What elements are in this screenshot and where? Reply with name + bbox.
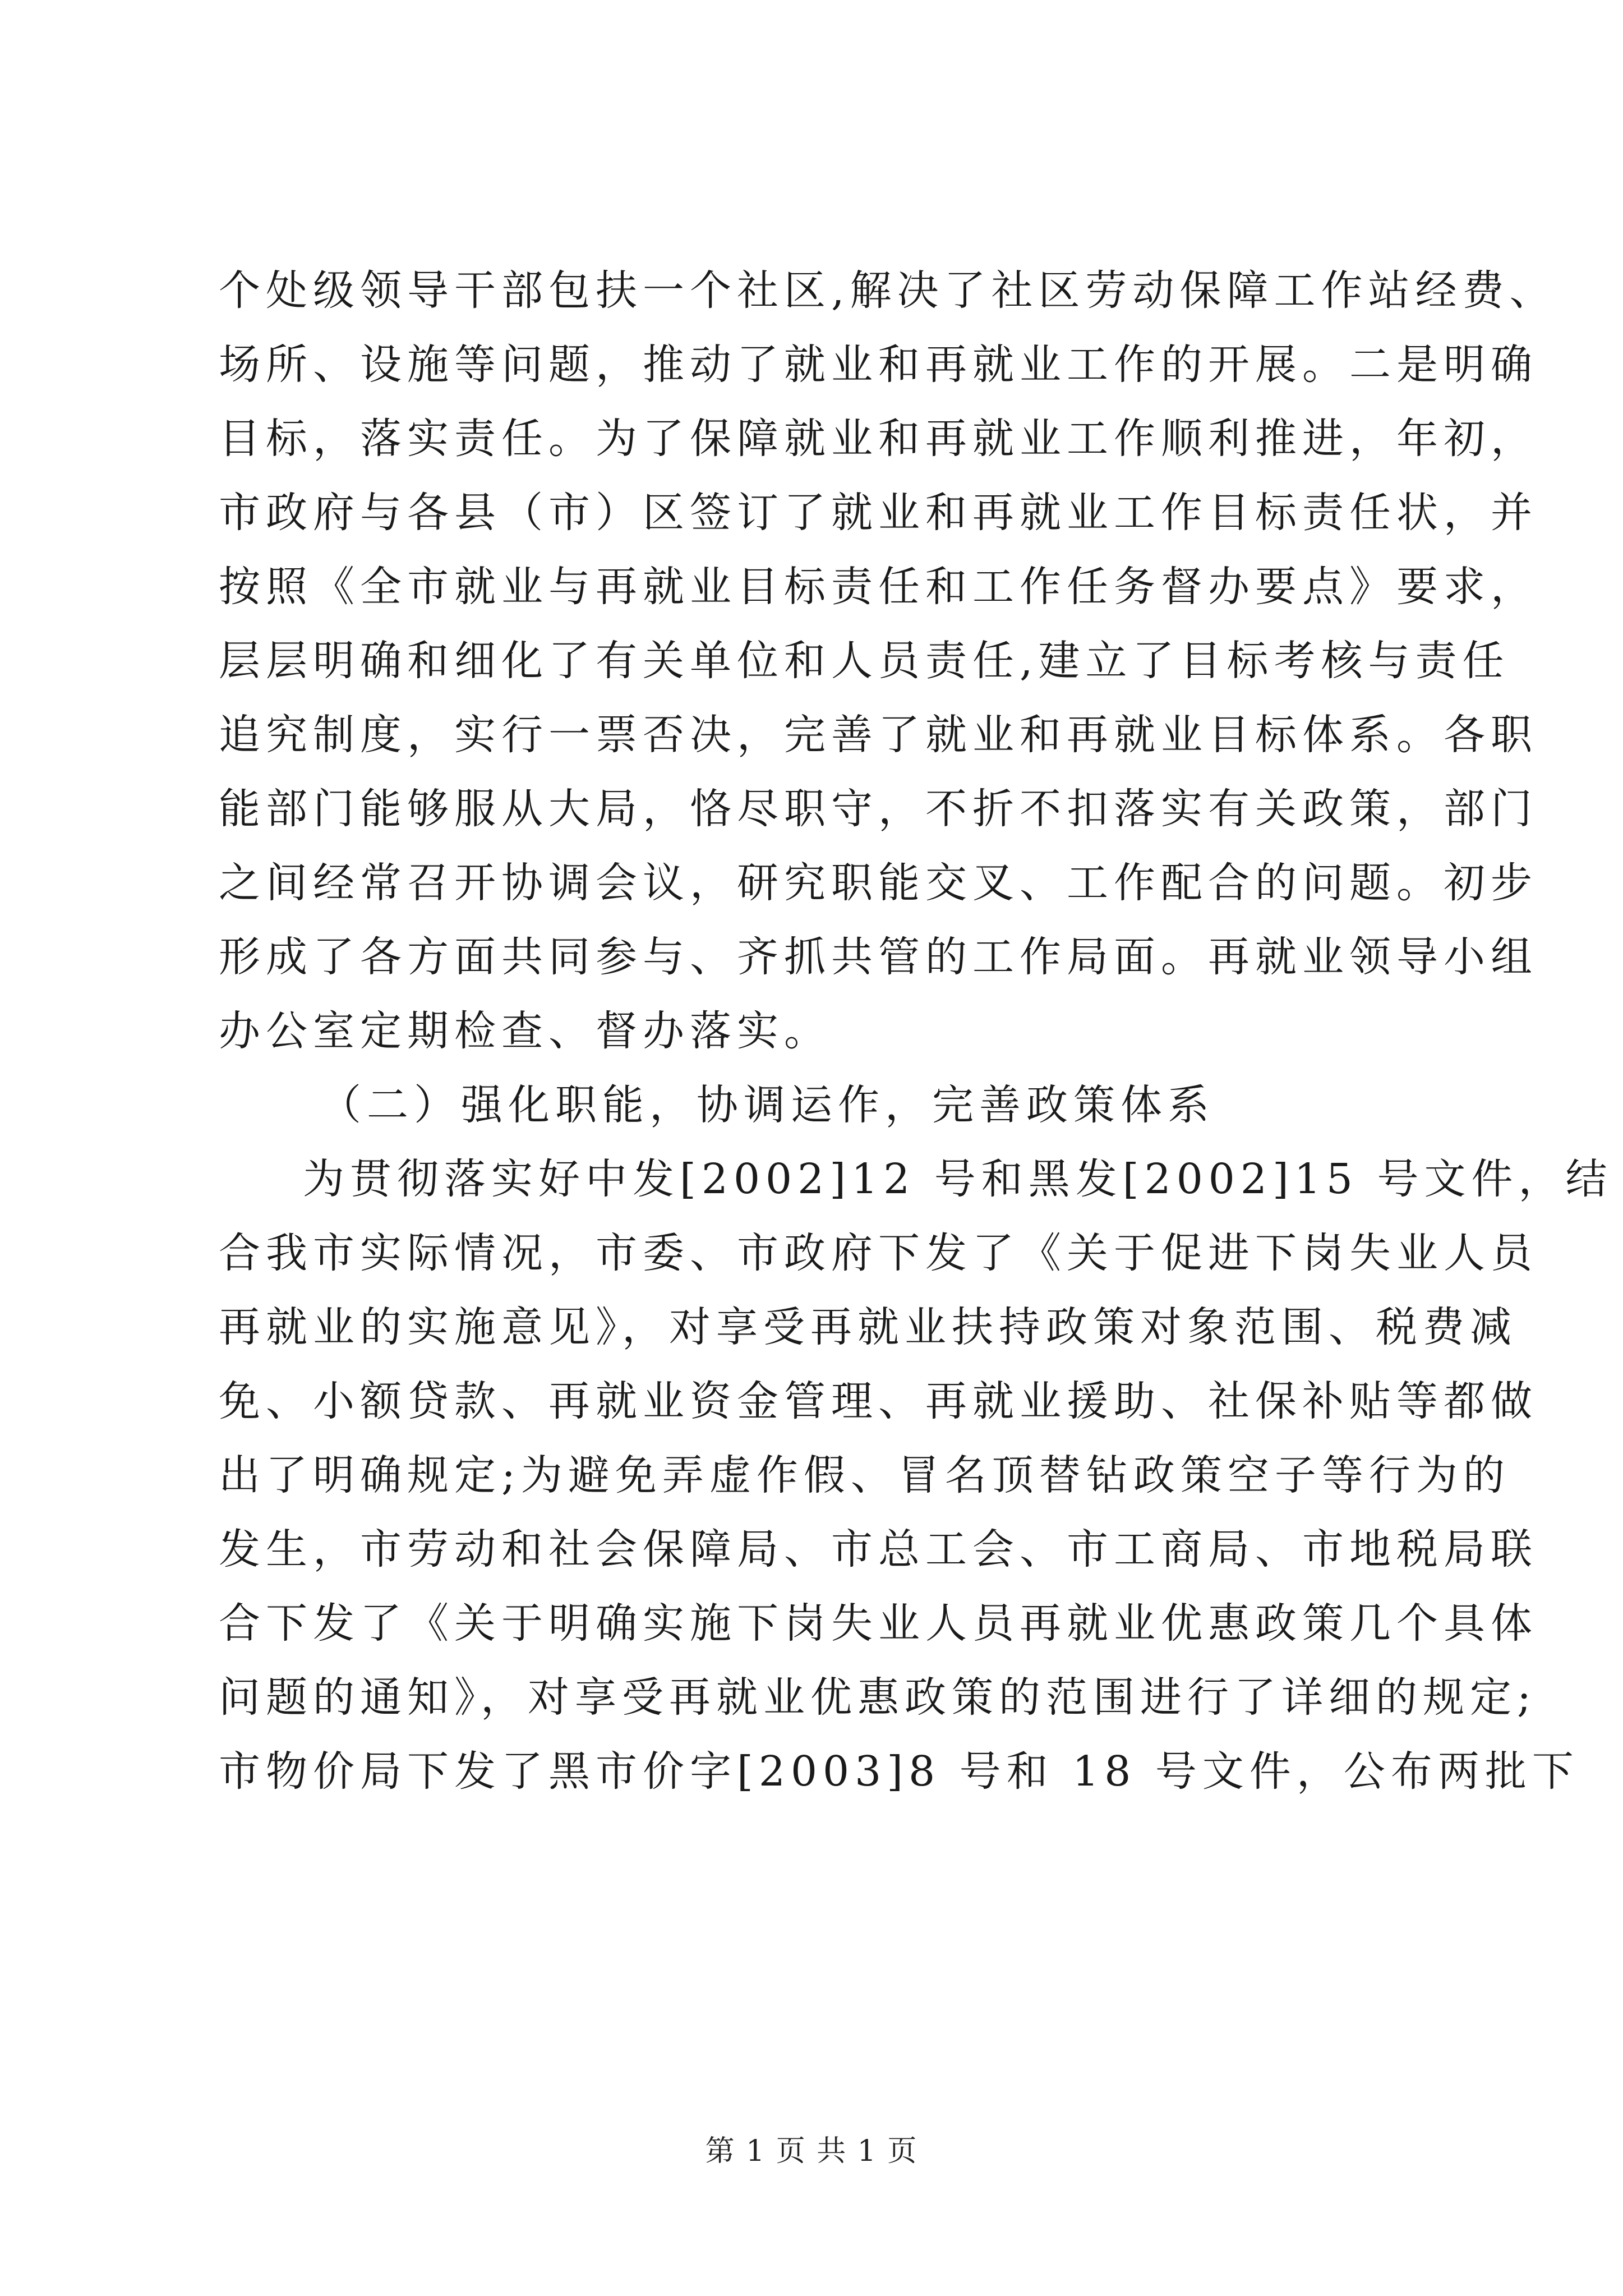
body-line: 能部门能够服从大局，恪尽职守，不折不扣落实有关政策，部门 [219,785,1538,833]
body-line: 个处级领导干部包扶一个社区,解决了社区劳动保障工作站经费、 [219,266,1557,315]
body-line: 免、小额贷款、再就业资金管理、再就业援助、社保补贴等都做 [219,1377,1538,1425]
body-line: 追究制度，实行一票否决，完善了就业和再就业目标体系。各职 [219,711,1538,759]
body-line: 合我市实际情况，市委、市政府下发了《关于促进下岗失业人员 [219,1229,1538,1277]
body-line: 之间经常召开协调会议，研究职能交叉、工作配合的问题。初步 [219,859,1538,907]
body-line: 发生，市劳动和社会保障局、市总工会、市工商局、市地税局联 [219,1525,1538,1573]
body-line: 形成了各方面共同参与、齐抓共管的工作局面。再就业领导小组 [219,933,1538,981]
body-line: 目标，落实责任。为了保障就业和再就业工作顺利推进，年初， [219,415,1538,463]
body-line: 为贯彻落实好中发[2002]12 号和黑发[2002]15 号文件，结 [303,1155,1613,1203]
body-line: 合下发了《关于明确实施下岗失业人员再就业优惠政策几个具体 [219,1599,1538,1648]
body-line: 市政府与各县（市）区签订了就业和再就业工作目标责任状，并 [219,489,1538,537]
body-line: 按照《全市就业与再就业目标责任和工作任务督办要点》要求， [219,563,1538,611]
body-line: 再就业的实施意见》，对享受再就业扶持政策对象范围、税费减 [219,1303,1517,1351]
body-line: 场所、设施等问题，推动了就业和再就业工作的开展。二是明确 [219,341,1538,389]
body-line: 办公室定期检查、督办落实。 [219,1007,831,1055]
body-line: 问题的通知》，对享受再就业优惠政策的范围进行了详细的规定; [219,1673,1537,1722]
body-line: 市物价局下发了黑市价字[2003]8 号和 18 号文件，公布两批下 [219,1747,1579,1796]
body-line: 层层明确和细化了有关单位和人员责任,建立了目标考核与责任 [219,637,1510,685]
body-line: 出了明确规定;为避免弄虚作假、冒名顶替钻政策空子等行为的 [219,1451,1510,1499]
section-heading: （二）强化职能，协调运作，完善政策体系 [320,1081,1215,1129]
page-footer: 第 1 页 共 1 页 [705,2134,918,2168]
